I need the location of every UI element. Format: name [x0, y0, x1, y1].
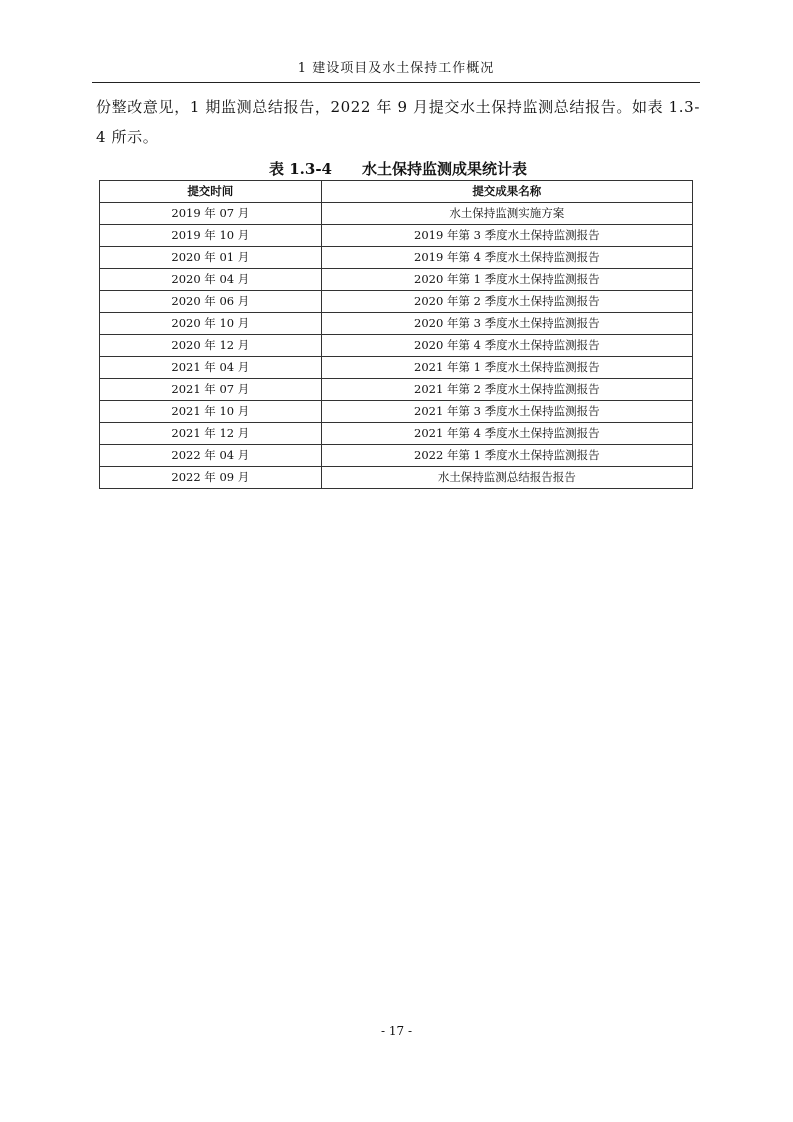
table-row — [100, 291, 693, 313]
cell-result-name: 2020 年第 3 季度水土保持监测报告 — [321, 313, 692, 335]
cell-result-name: 2020 年第 2 季度水土保持监测报告 — [321, 291, 692, 313]
table-row — [100, 379, 693, 401]
cell-result-name: 2019 年第 4 季度水土保持监测报告 — [321, 247, 692, 269]
table-row — [100, 335, 693, 357]
cell-result-name: 2020 年第 1 季度水土保持监测报告 — [321, 269, 692, 291]
column-header-result: 提交成果名称 — [321, 181, 692, 203]
running-header: 1 建设项目及水土保持工作概况 — [297, 61, 495, 76]
cell-result-name: 2020 年第 4 季度水土保持监测报告 — [321, 335, 692, 357]
submission-table — [99, 180, 693, 489]
table-row — [100, 313, 693, 335]
cell-submit-time: 2021 年 12 月 — [100, 423, 322, 445]
cell-submit-time: 2019 年 10 月 — [100, 225, 322, 247]
page-number: - 17 - — [380, 1024, 412, 1038]
cell-submit-time: 2020 年 12 月 — [100, 335, 322, 357]
table-row — [100, 401, 693, 423]
table-row — [100, 445, 693, 467]
body-paragraph: 份整改意见，1 期监测总结报告，2022 年 9 月提交水土保持监测总结报告。如表 1.3-4 所示。 — [96, 98, 700, 146]
table-row — [100, 357, 693, 379]
cell-result-name: 水土保持监测总结报告报告 — [321, 467, 692, 489]
column-header-time: 提交时间 — [100, 181, 322, 203]
cell-submit-time: 2019 年 07 月 — [100, 203, 322, 225]
cell-submit-time: 2020 年 06 月 — [100, 291, 322, 313]
table-row — [100, 269, 693, 291]
table-body — [100, 203, 693, 489]
cell-submit-time: 2021 年 10 月 — [100, 401, 322, 423]
cell-result-name: 2021 年第 1 季度水土保持监测报告 — [321, 357, 692, 379]
cell-submit-time: 2021 年 04 月 — [100, 357, 322, 379]
cell-submit-time: 2022 年 04 月 — [100, 445, 322, 467]
cell-result-name: 2021 年第 2 季度水土保持监测报告 — [321, 379, 692, 401]
cell-result-name: 2022 年第 1 季度水土保持监测报告 — [321, 445, 692, 467]
cell-submit-time: 2020 年 01 月 — [100, 247, 322, 269]
table-caption-title: 水土保持监测成果统计表 — [361, 160, 527, 178]
table-caption — [96, 158, 700, 180]
header-rule — [92, 82, 700, 83]
table-row — [100, 467, 693, 489]
cell-submit-time: 2021 年 07 月 — [100, 379, 322, 401]
table-caption-number: 表 1.3-4 — [269, 160, 332, 178]
cell-submit-time: 2020 年 04 月 — [100, 269, 322, 291]
cell-result-name: 2021 年第 4 季度水土保持监测报告 — [321, 423, 692, 445]
table-row — [100, 247, 693, 269]
cell-result-name: 2019 年第 3 季度水土保持监测报告 — [321, 225, 692, 247]
table-row — [100, 423, 693, 445]
table-row — [100, 225, 693, 247]
table-header-row — [100, 181, 693, 203]
cell-result-name: 2021 年第 3 季度水土保持监测报告 — [321, 401, 692, 423]
cell-submit-time: 2020 年 10 月 — [100, 313, 322, 335]
cell-submit-time: 2022 年 09 月 — [100, 467, 322, 489]
cell-result-name: 水土保持监测实施方案 — [321, 203, 692, 225]
table-row — [100, 203, 693, 225]
